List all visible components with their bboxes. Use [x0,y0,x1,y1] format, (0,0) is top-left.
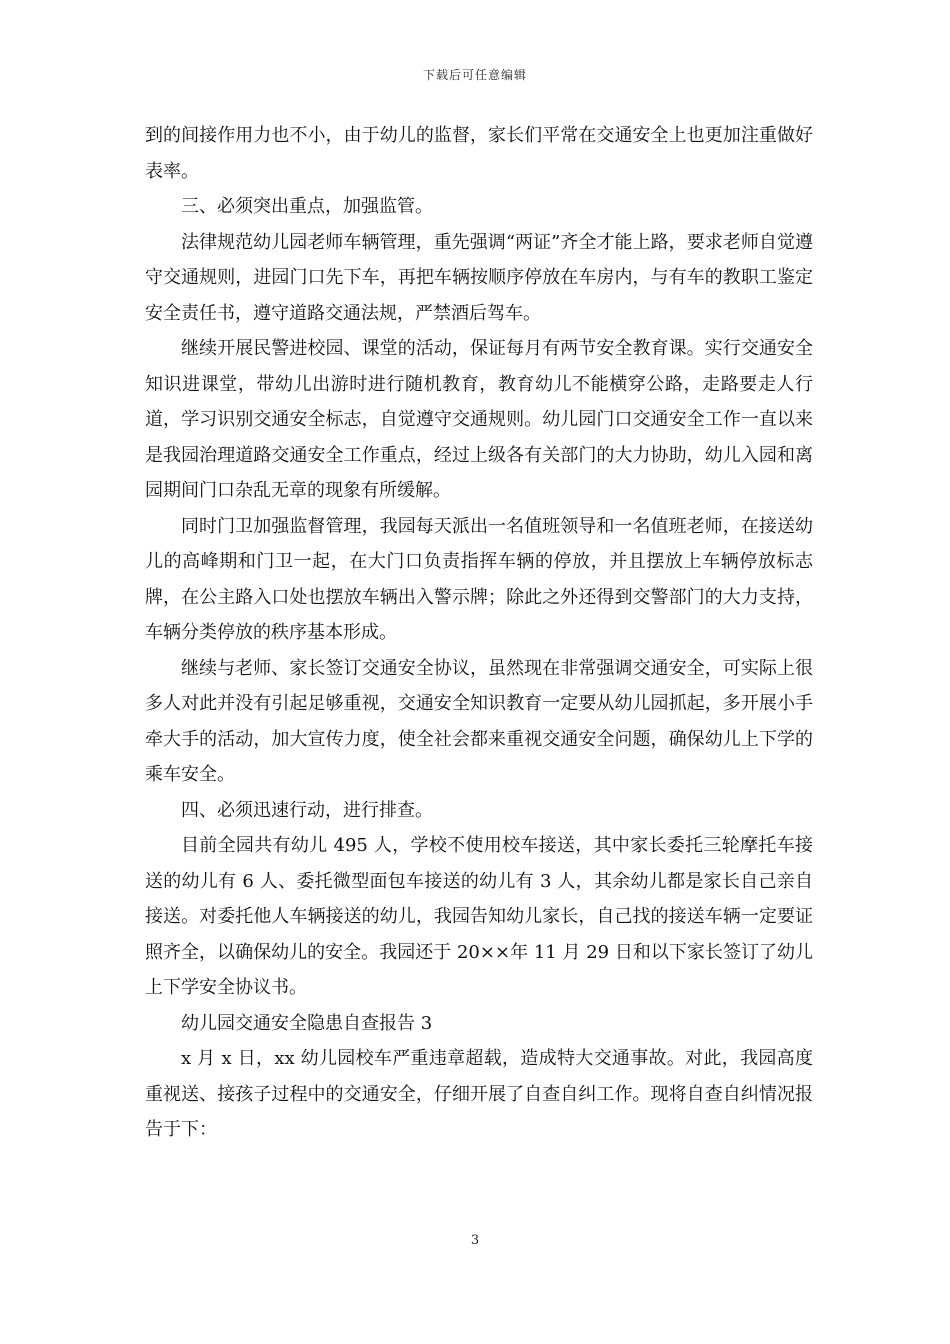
paragraph-vehicle-management: 法律规范幼儿园老师车辆管理，重先强调“两证”齐全才能上路，要求老师自觉遵守交通规则，进园门口先下车，再把车辆按顺序停放在车房内，与有车的教职工鉴定安全责任书，遵守道路交通法规，严禁酒后驾车。 [145,231,813,324]
paragraph-1: 到的间接作用力也不小，由于幼儿的监督，家长们平常在交通安全上也更加注重做好表率。 [145,125,813,182]
paragraph-gate-supervision: 同时门卫加强监督管理，我园每天派出一名值班领导和一名值班老师，在接送幼儿的高峰期和门卫一起，在大门口负责指挥车辆的停放，并且摆放上车辆停放标志牌，在公主路入口处也摆放车辆出入警示牌；除此之外还得到交警部门的大力支持，车辆分类停放的秩序基本形成。 [145,515,813,643]
paragraph-survey: 目前全园共有幼儿 495 人，学校不使用校车接送，其中家长委托三轮摩托车接送的幼儿有 6 人、委托微型面包车接送的幼儿有 3 人，其余幼儿都是家长自己亲自接送。对委托他人车辆接送的幼儿，我园告知幼儿家长，自己找的接送车辆一定要证照齐全，以确保幼儿的安全。我园还于 20××年 11 月 29 日和以下家长签订了幼儿上下学安全协议书。 [145,835,813,998]
paragraph-police-education: 继续开展民警进校园、课堂的活动，保证每月有两节安全教育课。实行交通安全知识进课堂，带幼儿出游时进行随机教育，教育幼儿不能横穿公路，走路要走人行道，学习识别交通安全标志，自觉遵守交通规则。幼儿园门口交通安全工作一直以来是我园治理道路交通安全工作重点，经过上级各有关部门的大力协助，幼儿入园和离园期间门口杂乱无章的现象有所缓解。 [145,338,813,501]
page-header: 下载后可任意编辑 [422,68,527,82]
section-heading-4: 四、必须迅速行动，进行排查。 [181,799,433,821]
page-number: 3 [470,1233,480,1248]
paragraph-report-intro: x 月 x 日，xx 幼儿园校车严重违章超载，造成特大交通事故。对此，我园高度重视送、接孩子过程中的交通安全，仔细开展了自查自纠工作。现将自查自纠情况报告于下： [145,1048,813,1140]
paragraph-safety-agreement: 继续与老师、家长签订交通安全协议，虽然现在非常强调交通安全，可实际上很多人对此并没有引起足够重视，交通安全知识教育一定要从幼儿园抓起，多开展小手牵大手的活动，加大宣传力度，使全社会都来重视交通安全问题，确保幼儿上下学的乘车安全。 [145,657,813,785]
report-title-3: 幼儿园交通安全隐患自查报告 3 [181,1012,433,1034]
section-heading-3: 三、必须突出重点，加强监管。 [181,196,433,217]
document-body [145,118,813,1148]
